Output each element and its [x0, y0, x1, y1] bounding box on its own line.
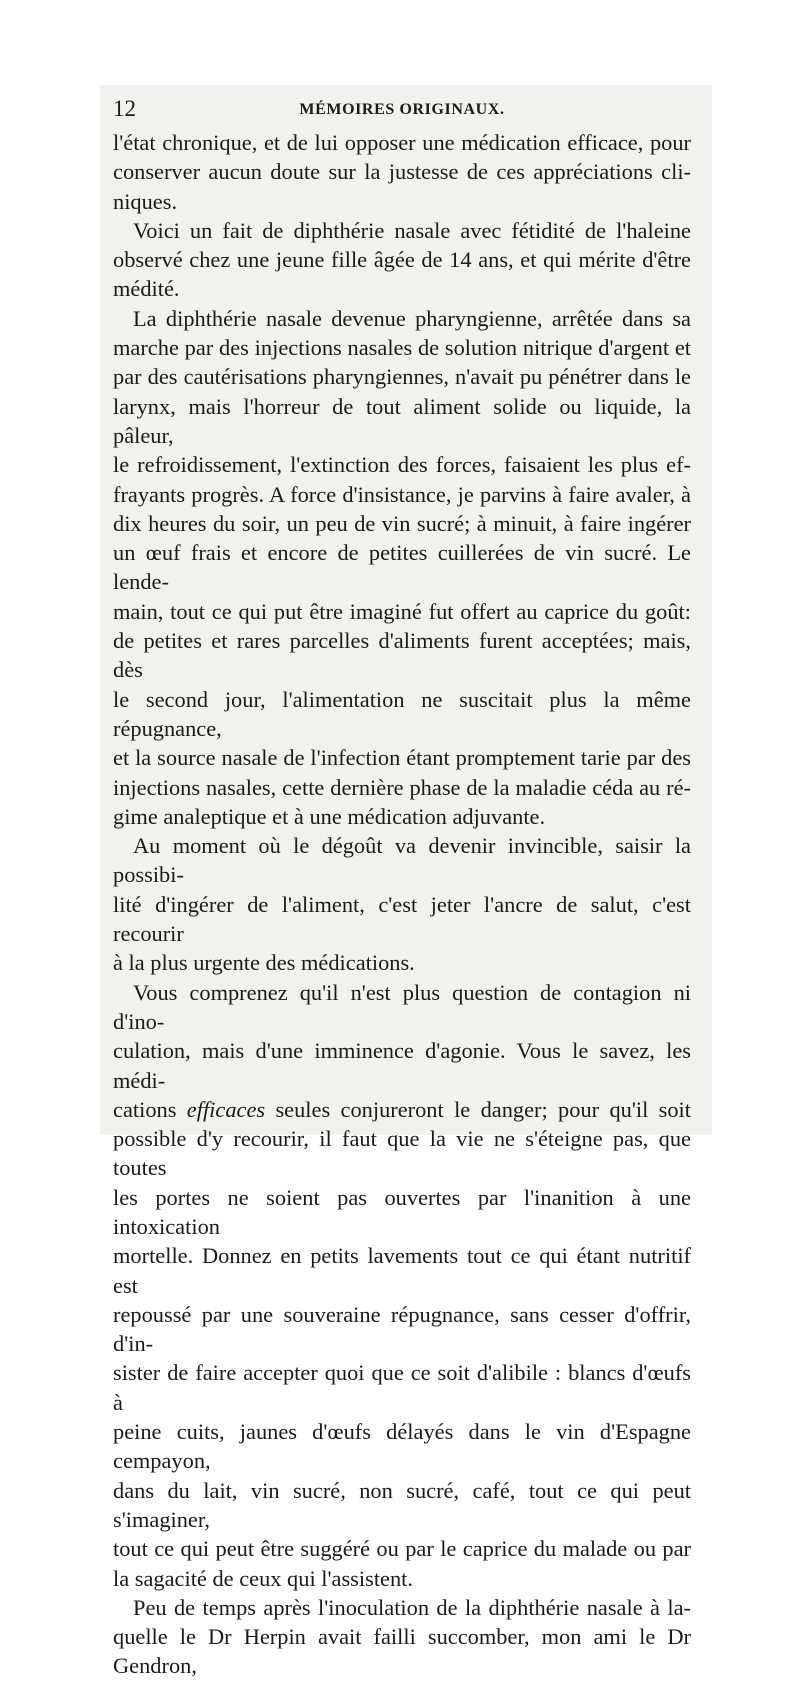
paragraph-3-text: La diphthérie nasale devenue pharyngienne, arrêtée dans sa marche par des injections nasales de solution nitrique d'argent et par des cautérisations pharyngiennes, n'avait pu pénétrer dans le larynx, mais l'horreur de tout aliment solide ou liquide, la pâleur, le refroidissement, l'extinction des forces, faisaient les plus ef- frayants progrès. A force d'insistance, je parvins à faire avaler, à dix heures du soir, un peu de vin sucré; à minuit, à faire ingérer un œuf frais et encore de petites cuillerées de vin sucré. Le lende- main, tout ce qui put être imaginé fut offert au caprice du goût: de petites et rares parcelles d'aliments furent acceptées; mais, dès le second jour, l'alimentation ne suscitait plus la même répugnance, et la source nasale de l'infection étant promptement tarie par des injections nasales, cette dernière phase de la maladie céda au ré-: [113, 305, 691, 800]
paragraph-5-text-b: seules conjureront le danger; pour qu'il soit possible d'y recourir, il faut que la vie ne s'éteigne pas, que toutes les portes ne soient pas ouvertes par l'inanition à une intoxication mortelle. Donnez en petits lavements tout ce qui étant nutritif est repoussé par une souveraine répugnance, sans cesser d'offrir, d'in- sister de faire accepter quoi que ce soit d'alibile : blancs d'œufs à peine cuits, jaunes d'œufs délayés dans le vin d'Espagne cempayon, dans du lait, vin sucré, non sucré, café, tout ce qui peut s'imaginer, tout ce qui peut être suggéré ou par le caprice du malade ou par: [113, 1096, 691, 1562]
paragraph-4-last-line: à la plus urgente des médications.: [113, 950, 415, 976]
paragraph-1-text: l'état chronique, et de lui opposer une médication efficace, pour conserver aucun doute sur la justesse de ces appréciations cli-: [113, 130, 691, 185]
paragraph-6: [113, 1593, 691, 1681]
paragraph-3-last-line: gime analeptique et à une médication adjuvante.: [113, 803, 546, 829]
paragraph-4-text: Au moment où le dégoût va devenir invincible, saisir la possibi- lité d'ingérer de l'aliment, c'est jeter l'ancre de salut, c'est recourir: [113, 833, 691, 947]
paragraph-5-text-a: Vous comprenez qu'il n'est plus question de contagion ni d'ino- culation, mais d'une imminence d'agonie. Vous le savez, les médi- cations: [113, 979, 691, 1122]
paragraph-6-continuation: quelle le Dr Herpin avait failli succomber, mon ami le Dr Gendron,: [113, 1624, 691, 1679]
paragraph-3: [113, 304, 691, 831]
paragraph-1: [113, 128, 691, 216]
paragraph-5-last-line: la sagacité de ceux qui l'assistent.: [113, 1565, 413, 1591]
paragraph-6-text: Peu de temps après l'inoculation de la diphthérie nasale à la-: [133, 1594, 691, 1620]
running-head: [113, 96, 691, 122]
page-number: 12: [113, 96, 136, 121]
paragraph-2-text: Voici un fait de diphthérie nasale avec fétidité de l'haleine observé chez une jeune fille âgée de 14 ans, et qui mérite d'être: [113, 217, 691, 273]
paragraph-2: [113, 216, 691, 304]
emphasis-efficaces: efficaces: [186, 1096, 266, 1122]
paragraph-5: [113, 978, 691, 1593]
running-title: MÉMOIRES ORIGINAUX.: [299, 101, 505, 118]
paragraph-1-last-line: niques.: [113, 188, 178, 214]
paragraph-2-last-line: médité.: [113, 276, 180, 302]
paragraph-4: [113, 831, 691, 977]
book-page: [113, 96, 691, 1681]
